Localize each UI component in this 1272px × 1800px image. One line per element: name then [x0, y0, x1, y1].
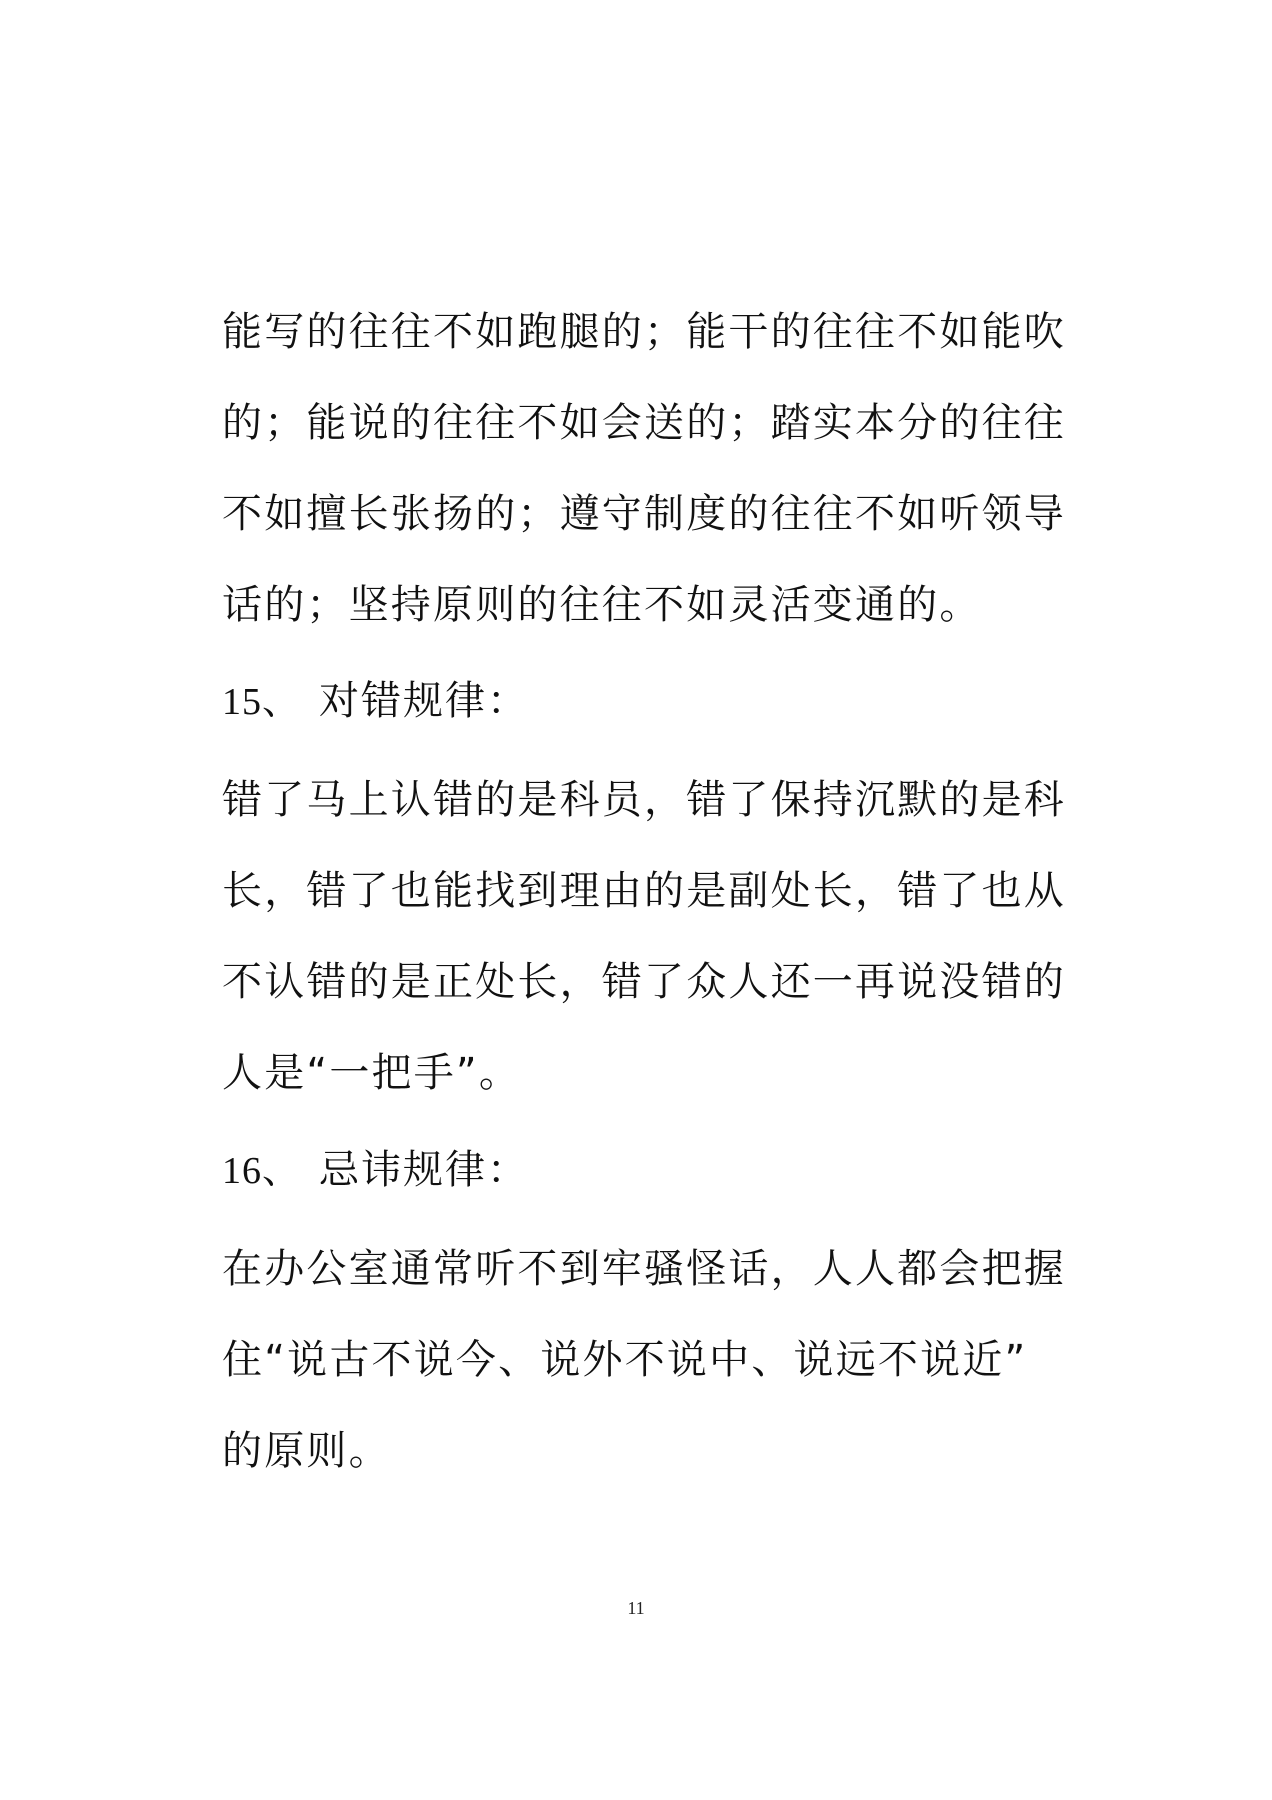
paragraph-1-line-4: 话的；坚持原则的往往不如灵活变通的。 — [222, 582, 982, 628]
section-15-heading — [222, 676, 529, 727]
paragraph-3-line-1: 在办公室通常听不到牢骚怪话，人人都会把握 — [222, 1246, 1066, 1292]
paragraph-2-line-4: 人是“一把手”。 — [222, 1050, 522, 1096]
section-15-number: 15、 — [222, 681, 302, 723]
paragraph-2-line-2: 长，错了也能找到理由的是副处长，错了也从 — [222, 868, 1066, 914]
section-15-title: 对错规律： — [319, 678, 530, 724]
section-16-heading — [222, 1145, 529, 1196]
page-number: 11 — [627, 1598, 645, 1618]
paragraph-2-line-1: 错了马上认错的是科员，错了保持沉默的是科 — [222, 777, 1066, 823]
paragraph-2-line-3: 不认错的是正处长，错了众人还一再说没错的 — [222, 959, 1066, 1005]
section-16-number: 16、 — [222, 1150, 302, 1192]
paragraph-1-line-1: 能写的往往不如跑腿的；能干的往往不如能吹 — [222, 309, 1066, 355]
paragraph-1-line-3: 不如擅长张扬的；遵守制度的往往不如听领导 — [222, 491, 1066, 537]
paragraph-1-line-2: 的；能说的往往不如会送的；踏实本分的往往 — [222, 400, 1066, 446]
paragraph-3-line-2: 住“说古不说今、说外不说中、说远不说近” — [222, 1337, 1028, 1383]
paragraph-3-line-3: 的原则。 — [222, 1428, 391, 1474]
section-16-title: 忌讳规律： — [319, 1147, 530, 1193]
